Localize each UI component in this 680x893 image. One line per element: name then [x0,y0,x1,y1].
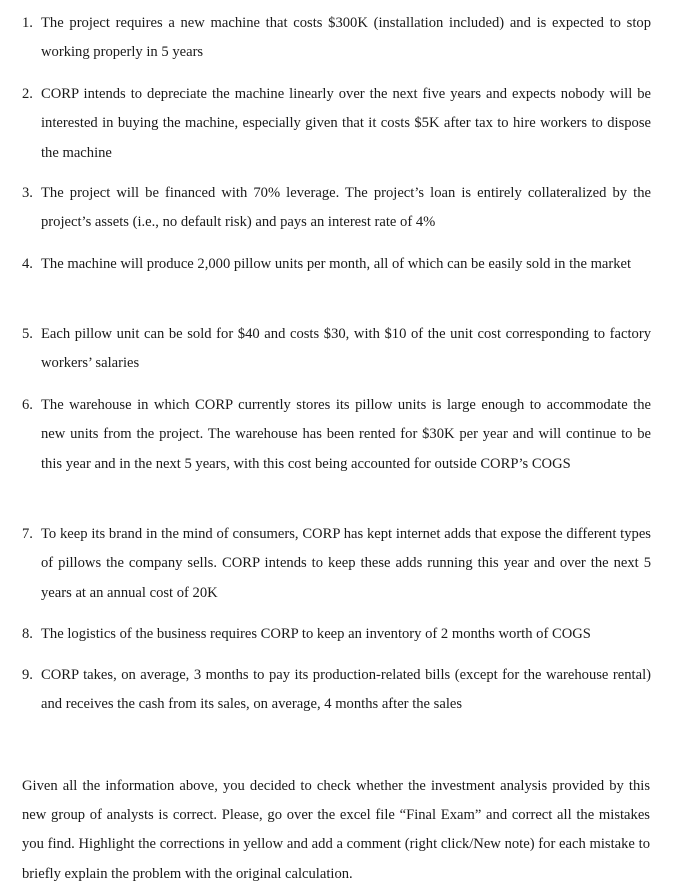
item-number: 3. [22,185,33,201]
item-number: 4. [22,256,33,272]
item-number: 1. [22,15,33,31]
list-item [0,620,680,649]
list-item [0,80,680,168]
list-item [0,391,680,479]
item-text: To keep its brand in the mind of consumers, CORP has kept internet adds that expose the different types of pillows the company sells. CORP intends to keep these adds running this year and over the next 5 years at an annual cost of 20K [41,526,651,601]
item-text: The warehouse in which CORP currently stores its pillow units is large enough to accommodate the new units from the project. The warehouse has been rented for $30K per year and will continue to be this year and in the next 5 years, with this cost being accounted for outside CORP’s COGS [41,397,651,472]
item-number: 5. [22,326,33,342]
item-text: The project requires a new machine that costs $300K (installation included) and is expected to stop working properly in 5 years [41,15,651,61]
list-item [0,661,680,720]
item-text: Each pillow unit can be sold for $40 and costs $30, with $10 of the unit cost corresponding to factory workers’ salaries [41,326,651,372]
item-number: 9. [22,667,33,683]
list-item [0,250,680,279]
item-text: The project will be financed with 70% leverage. The project’s loan is entirely collateralized by the project’s assets (i.e., no default risk) and pays an interest rate of 4% [41,185,651,231]
item-number: 6. [22,397,33,413]
item-text: The machine will produce 2,000 pillow units per month, all of which can be easily sold in the market [41,256,632,272]
item-text: The logistics of the business requires CORP to keep an inventory of 2 months worth of COGS [41,626,591,642]
item-number: 7. [22,526,33,542]
list-item [0,520,680,608]
list-item [0,179,680,238]
closing-paragraph: Given all the information above, you decided to check whether the investment analysis provided by this new group of analysts is correct. Please, go over the excel file “Final Exam” and correct all the mistakes you find. Highlight the corrections in yellow and add a comment (right click/New note) for each mistake to briefly explain the problem with the original calculation. [22,777,650,882]
list-item [0,9,680,68]
item-number: 8. [22,626,33,642]
item-text: CORP intends to depreciate the machine linearly over the next five years and expects nobody will be interested in buying the machine, especially given that it costs $5K after tax to hire workers to dispose the machine [41,86,651,161]
item-text: CORP takes, on average, 3 months to pay its production-related bills (except for the warehouse rental) and receives the cash from its sales, on average, 4 months after the sales [41,667,651,713]
item-number: 2. [22,86,33,102]
list-item [0,320,680,379]
